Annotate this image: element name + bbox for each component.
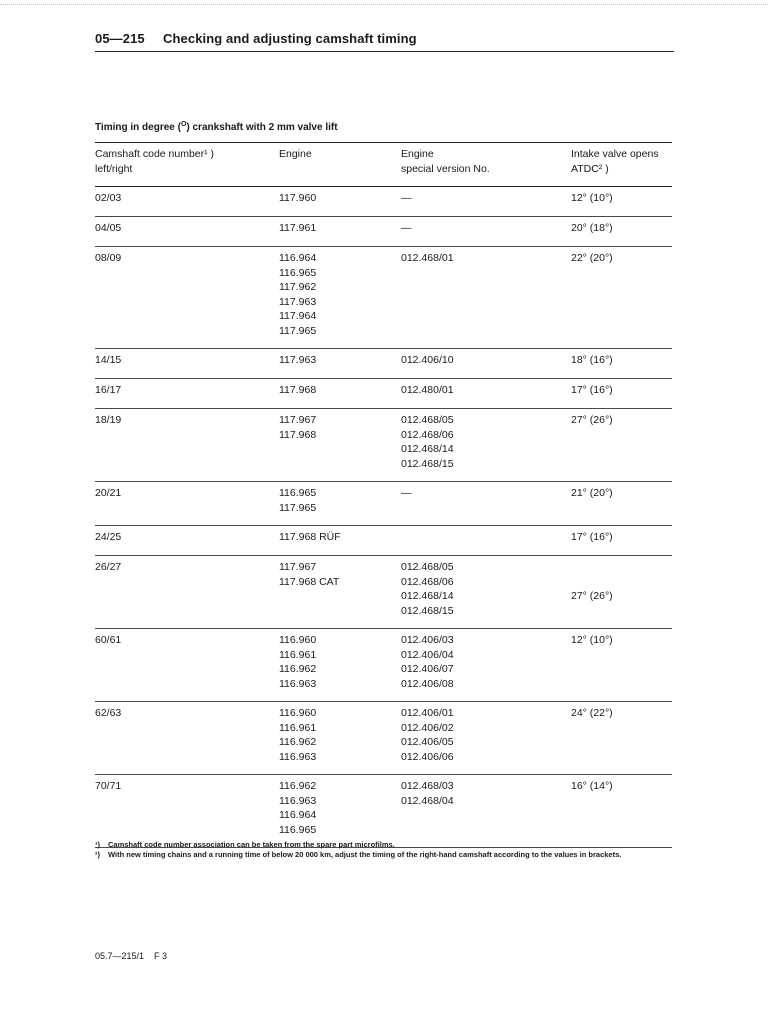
row-special-version-line: 012.468/15 (401, 457, 454, 470)
row-special-version-cell (401, 353, 454, 368)
row-special-version-line: — (401, 487, 412, 499)
row-code-line: 60/61 (95, 634, 122, 646)
row-engine-line: 117.967 (279, 414, 317, 426)
header-intake-opens-line: ATDC² ) (571, 162, 609, 175)
row-intake-opens-cell (571, 221, 613, 236)
row-engine-cell (279, 191, 316, 206)
row-special-version-line: 012.468/04 (401, 794, 454, 807)
row-special-version-line: — (401, 222, 412, 234)
row-code-cell (95, 530, 121, 545)
row-code-cell (95, 560, 121, 575)
row-special-version-line: 012.480/01 (401, 384, 454, 396)
row-engine-cell (279, 486, 316, 515)
row-code-line: 26/27 (95, 561, 122, 573)
row-special-version-cell (401, 706, 454, 764)
row-engine-line: 117.968 CAT (279, 575, 340, 588)
row-special-version-line: 012.406/07 (401, 663, 454, 675)
row-intake-opens-line: 27° (26°) (571, 590, 613, 602)
row-intake-opens-cell (571, 486, 613, 501)
footnote-mark: ¹) (95, 840, 100, 849)
row-intake-opens-cell (571, 191, 613, 206)
row-engine-line: 116.963 (279, 794, 317, 807)
row-engine-line: 116.962 (279, 663, 317, 675)
table-header-row (95, 142, 672, 187)
row-intake-opens-cell (571, 706, 613, 721)
caption-text-before: Timing in degree ( (95, 122, 181, 133)
row-intake-opens-line: 17° (16°) (571, 531, 613, 543)
row-engine-line: 116.960 (279, 634, 317, 646)
row-engine-line: 117.964 (279, 310, 317, 322)
table-row (95, 701, 672, 774)
row-special-version-line (401, 530, 404, 545)
row-code-cell (95, 779, 121, 794)
row-engine-line: 117.963 (279, 295, 317, 308)
row-intake-opens-cell (571, 413, 613, 428)
row-engine-line: 117.961 (279, 222, 317, 234)
row-special-version-line: 012.406/03 (401, 634, 454, 646)
row-engine-line: 116.964 (279, 809, 317, 821)
row-intake-opens-cell (571, 353, 613, 368)
row-engine-cell (279, 560, 339, 589)
header-special-version-line: special version No. (401, 162, 490, 175)
row-intake-opens-line: 21° (20°) (571, 487, 613, 499)
row-special-version-line: — (401, 192, 412, 204)
row-engine-line: 117.968 RÜF (279, 531, 341, 543)
row-special-version-cell (401, 221, 412, 236)
page-footer (95, 951, 167, 961)
row-special-version-line: 012.406/05 (401, 736, 454, 748)
row-special-version-cell (401, 251, 454, 266)
top-dotted-rule (0, 4, 768, 5)
row-intake-opens-line: 12° (10°) (571, 634, 613, 646)
row-intake-opens-line: 20° (18°) (571, 222, 613, 234)
row-engine-line: 117.965 (279, 324, 317, 337)
document-code: 05.7—215/1 (95, 951, 145, 961)
row-engine-line: 117.968 (279, 428, 317, 441)
timing-table (95, 142, 672, 848)
row-code-cell (95, 706, 121, 721)
page-title: Checking and adjusting camshaft timing (163, 31, 417, 46)
row-engine-cell (279, 530, 341, 545)
row-intake-opens-line: 17° (16°) (571, 384, 613, 396)
row-special-version-cell (401, 779, 454, 808)
row-special-version-line: 012.406/02 (401, 721, 454, 734)
row-engine-line: 117.963 (279, 354, 317, 366)
row-special-version-cell (401, 486, 412, 501)
header-engine-cell (279, 147, 312, 162)
row-engine-cell (279, 779, 316, 837)
row-intake-opens-cell (571, 530, 613, 545)
page-number: F 3 (154, 951, 168, 961)
row-intake-opens-cell (571, 383, 613, 398)
header-code-cell (95, 147, 214, 176)
row-intake-opens-line (571, 575, 613, 590)
row-intake-opens-cell (571, 633, 613, 648)
row-code-cell (95, 191, 121, 206)
row-code-cell (95, 633, 121, 648)
table-row (95, 555, 672, 628)
row-code-line: 24/25 (95, 531, 122, 543)
row-code-cell (95, 383, 121, 398)
table-row (95, 187, 672, 216)
row-engine-line: 116.961 (279, 648, 317, 661)
row-special-version-line: 012.468/01 (401, 252, 454, 264)
row-engine-cell (279, 251, 316, 338)
row-special-version-line: 012.406/10 (401, 354, 454, 366)
header-intake-opens-cell (571, 147, 659, 176)
row-code-line: 62/63 (95, 707, 122, 719)
row-code-cell (95, 486, 121, 501)
row-code-cell (95, 251, 121, 266)
table-row (95, 525, 672, 555)
row-special-version-line: 012.406/06 (401, 750, 454, 763)
row-special-version-cell (401, 560, 454, 618)
row-code-line: 08/09 (95, 252, 122, 264)
table-row (95, 628, 672, 701)
header-code-line: left/right (95, 162, 133, 175)
row-engine-line: 116.962 (279, 780, 317, 792)
row-engine-cell (279, 353, 316, 368)
footnote-1 (95, 840, 675, 850)
row-intake-opens-line: 16° (14°) (571, 780, 613, 792)
row-special-version-line: 012.406/01 (401, 707, 454, 719)
row-special-version-cell (401, 191, 412, 206)
row-special-version-line: 012.468/06 (401, 575, 454, 588)
row-engine-cell (279, 383, 316, 398)
row-engine-cell (279, 221, 316, 236)
row-engine-cell (279, 413, 316, 442)
table-row (95, 481, 672, 525)
page-header (95, 31, 674, 52)
row-engine-line: 117.960 (279, 192, 317, 204)
row-special-version-line: 012.468/14 (401, 590, 454, 602)
table-caption (95, 121, 338, 133)
row-code-cell (95, 413, 121, 428)
row-code-line: 18/19 (95, 414, 122, 426)
row-intake-opens-line (571, 560, 613, 575)
row-intake-opens-cell (571, 779, 613, 794)
row-engine-line: 116.962 (279, 736, 317, 748)
row-code-line: 70/71 (95, 780, 122, 792)
section-number: 05—215 (95, 31, 145, 46)
row-engine-line: 117.965 (279, 501, 317, 514)
row-special-version-cell (401, 633, 454, 691)
table-row (95, 216, 672, 246)
row-special-version-line: 012.468/05 (401, 414, 454, 426)
row-code-line: 04/05 (95, 222, 122, 234)
footnote-mark: ²) (95, 849, 100, 859)
row-special-version-line: 012.468/03 (401, 780, 454, 792)
footnote-text: With new timing chains and a running time of below 20 000 km, adjust the timing of the right-hand camshaft according to the values in brackets. (108, 849, 622, 859)
row-engine-line: 117.968 (279, 384, 317, 396)
row-engine-line: 117.962 (279, 281, 317, 293)
row-intake-opens-line: 27° (26°) (571, 414, 613, 426)
row-engine-cell (279, 633, 316, 691)
row-special-version-line: 012.468/14 (401, 443, 454, 455)
header-engine-line: Engine (279, 148, 312, 160)
header-special-version-line: Engine (401, 148, 434, 160)
footnote-text: Camshaft code number association can be taken from the spare part microfilms. (108, 840, 395, 849)
row-code-line: 20/21 (95, 487, 122, 499)
caption-superscript: O (180, 121, 187, 128)
row-special-version-cell (401, 383, 454, 398)
header-intake-opens-line: Intake valve opens (571, 148, 659, 160)
header-code-line: Camshaft code number¹ ) (95, 148, 215, 160)
row-engine-line: 117.967 (279, 561, 317, 573)
table-row (95, 408, 672, 481)
row-code-cell (95, 221, 121, 236)
row-engine-line: 116.960 (279, 707, 317, 719)
row-engine-line: 116.963 (279, 677, 317, 690)
table-row (95, 348, 672, 378)
row-engine-line: 116.965 (279, 266, 317, 279)
row-engine-line: 116.961 (279, 721, 317, 734)
row-special-version-cell (401, 530, 404, 545)
row-intake-opens-line: 18° (16°) (571, 354, 613, 366)
row-engine-cell (279, 706, 316, 764)
row-code-line: 14/15 (95, 354, 122, 366)
header-special-version-cell (401, 147, 490, 176)
table-row (95, 774, 672, 847)
row-special-version-line: 012.468/06 (401, 428, 454, 441)
row-code-line: 16/17 (95, 384, 122, 396)
row-special-version-line: 012.468/15 (401, 604, 454, 617)
row-code-line: 02/03 (95, 192, 122, 204)
row-engine-line: 116.963 (279, 750, 317, 763)
row-engine-line: 116.965 (279, 487, 317, 499)
table-row (95, 378, 672, 408)
row-intake-opens-line: 12° (10°) (571, 192, 613, 204)
row-engine-line: 116.965 (279, 823, 317, 836)
row-intake-opens-line: 22° (20°) (571, 252, 613, 264)
row-special-version-line: 012.468/05 (401, 561, 454, 573)
footnotes (95, 840, 675, 859)
row-engine-line: 116.964 (279, 252, 317, 264)
row-code-cell (95, 353, 121, 368)
row-intake-opens-line: 24° (22°) (571, 707, 613, 719)
row-special-version-line: 012.406/08 (401, 677, 454, 690)
footnote-2 (95, 850, 675, 860)
caption-text-after: ) crankshaft with 2 mm valve lift (186, 122, 338, 133)
row-special-version-cell (401, 413, 454, 471)
row-special-version-line: 012.406/04 (401, 648, 454, 661)
table-row (95, 246, 672, 348)
row-intake-opens-cell (571, 251, 613, 266)
row-intake-opens-cell (571, 560, 613, 604)
